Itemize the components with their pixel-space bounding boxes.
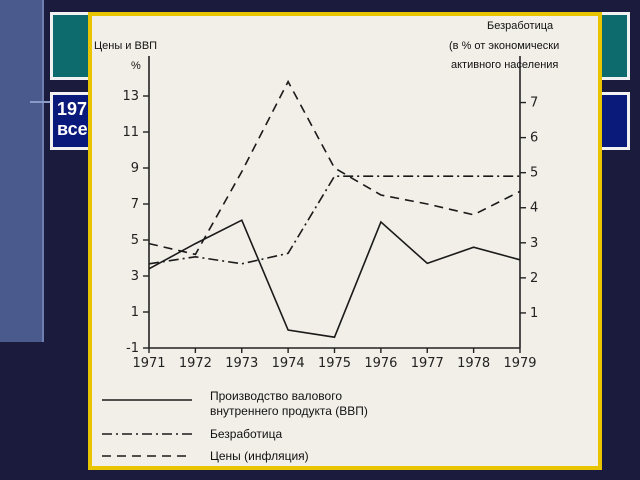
right-axis-label-line3: активного населения [451,59,559,71]
left-tick-label: 5 [130,233,139,248]
chart-figure [88,12,602,470]
subtitle-line-1: 197 [57,99,88,119]
right-axis-label-line1: Безработица [487,20,554,32]
left-tick-label: 7 [130,197,139,212]
left-tick-label: 11 [122,125,139,140]
left-tick-label: 9 [130,161,139,176]
series-line-3 [149,82,520,255]
x-tick-label: 1977 [410,356,444,371]
subtitle-line-2: все [57,119,88,139]
right-tick-label: 4 [530,200,539,216]
right-tick-label: 6 [530,130,539,146]
chart-svg [92,16,598,466]
x-tick-label: 1978 [457,356,491,371]
legend-label-1-line2: внутреннего продукта (ВВП) [210,404,368,418]
left-side-panel [0,0,44,342]
right-tick-label: 7 [530,95,539,111]
right-axis-label-line2: (в % от экономически [449,40,560,52]
x-tick-label: 1972 [178,356,212,371]
x-tick-label: 1975 [317,356,352,371]
legend-label-2: Безработица [210,427,283,441]
left-tick-label: 13 [122,89,139,104]
x-tick-label: 1979 [503,356,537,371]
left-tick-label: 1 [130,305,139,320]
x-tick-label: 1974 [271,356,305,371]
right-tick-label: 5 [530,165,539,181]
left-tick-label: 3 [130,269,139,284]
left-tick-label: -1 [126,341,139,356]
right-tick-label: 2 [530,270,539,286]
x-tick-label: 1971 [132,356,166,371]
left-axis-label-line2: % [131,60,141,72]
left-axis-label-line1: Цены и ВВП [94,40,158,52]
legend-label-1: Производство валового [210,389,342,403]
legend-label-3: Цены (инфляция) [210,449,309,463]
right-tick-label: 1 [530,305,539,321]
x-tick-label: 1976 [364,356,398,371]
right-tick-label: 3 [530,235,539,251]
x-tick-label: 1973 [225,356,259,371]
